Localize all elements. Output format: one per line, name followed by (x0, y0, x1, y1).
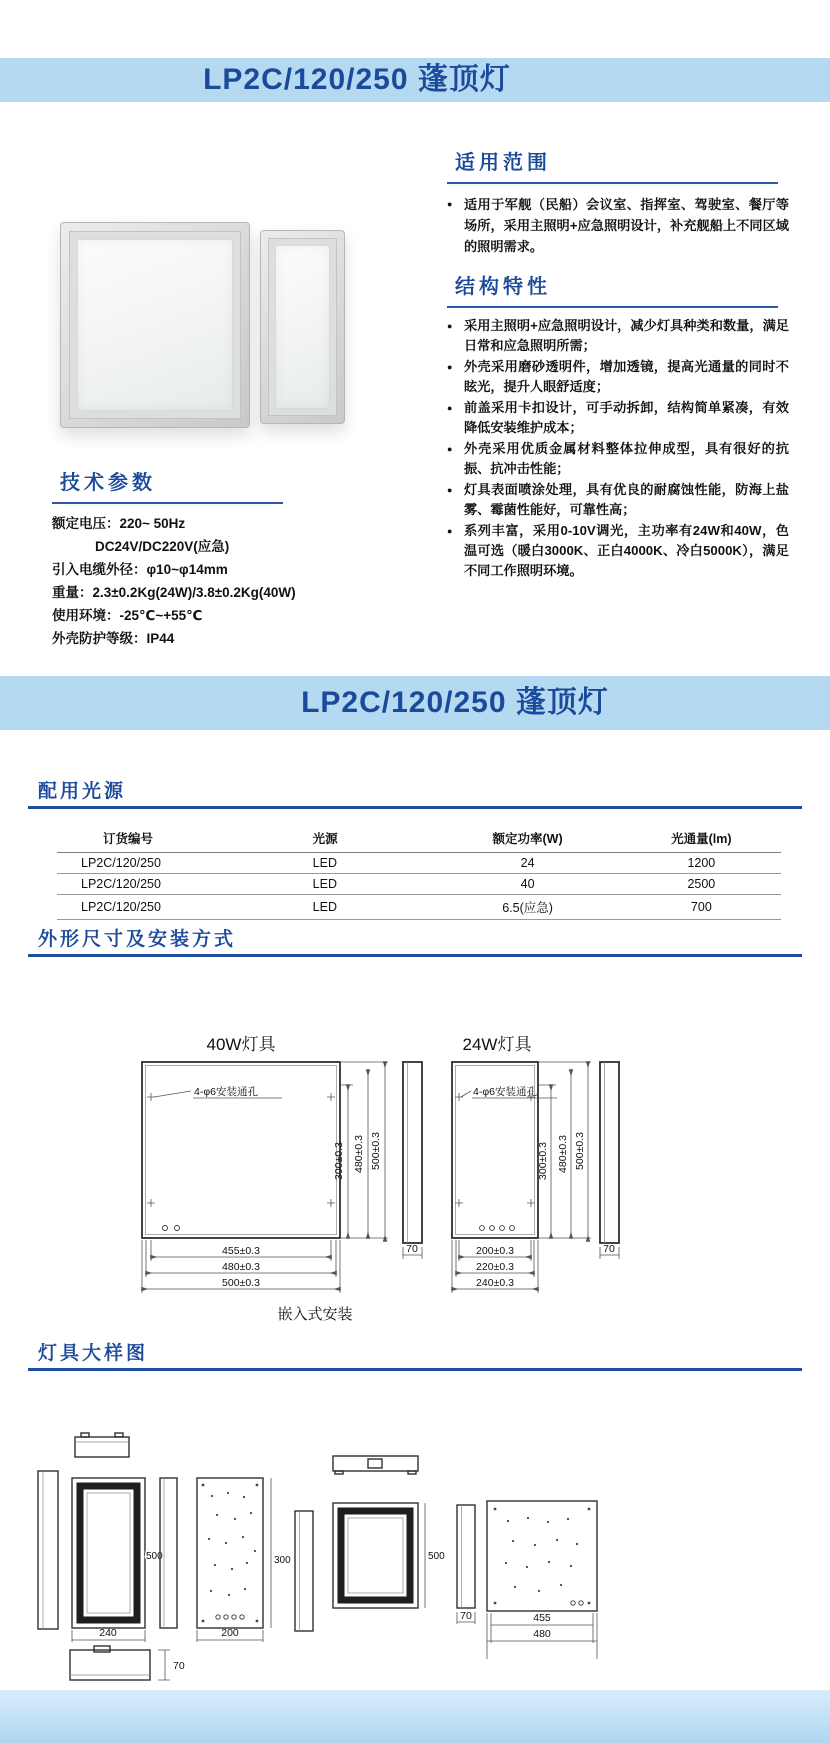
cell-power: 6.5(应急) (433, 895, 621, 920)
dimension-drawing-40w (142, 1035, 422, 1293)
feature-list (447, 316, 789, 582)
feature-item: ● 前盖采用卡扣设计，可手动拆卸，结构简单紧凑，有效降低安装维护成本； (447, 398, 789, 438)
detail-side-view-40w (457, 1505, 475, 1608)
table-header-row (57, 824, 781, 853)
cell-order-code: LP2C/120/250 (57, 895, 289, 920)
table-row (57, 895, 781, 920)
title-band-1 (0, 58, 830, 102)
feature-item: ● 灯具表面喷涂处理，具有优良的耐腐蚀性能，防海上盐雾、霉菌性能好，可靠性高； (447, 480, 789, 520)
footer-band (0, 1690, 830, 1743)
panel-photo-large (60, 222, 250, 428)
dimension-drawings (30, 1025, 790, 1325)
feature-item: ● 采用主照明+应急照明设计，减少灯具种类和数量，满足日常和应急照明所需； (447, 316, 789, 356)
scope-text: ● 适用于军舰（民船）会议室、指挥室、驾驶室、餐厅等场所，采用主照明+应急照明设计，补充舰船上不同区域的照明需求。 (447, 194, 789, 257)
dim-width-500: 500±0.3 (222, 1277, 260, 1289)
col-header-source: 光源 (289, 824, 434, 853)
dim-vertical-480: 480±0.3 (557, 1135, 569, 1173)
dim-width-455: 455 (533, 1612, 551, 1624)
dim-vertical-480: 480±0.3 (353, 1135, 365, 1173)
dim-width-240: 240±0.3 (476, 1277, 514, 1289)
spec-line-weight: 重量：2.3±0.2Kg(24W)/3.8±0.2Kg(40W) (52, 585, 296, 600)
page-title: LP2C/120/250 蓬顶灯 (301, 686, 609, 719)
page-title: LP2C/120/250 蓬顶灯 (203, 63, 511, 96)
dim-depth-24w: 70 (603, 1243, 615, 1255)
hole-callout-24w: 4-φ6安装通孔 (473, 1086, 537, 1098)
section-title-tech-params: 技术参数 (52, 466, 283, 504)
section-title-scope: 适用范围 (447, 146, 778, 184)
section-title-dimensions: 外形尺寸及安装方式 (38, 929, 237, 950)
dim-depth-70: 70 (460, 1610, 472, 1622)
mounting-caption: 嵌入式安装 (277, 1306, 353, 1323)
detail-bottom-view-24w (70, 1646, 150, 1680)
col-header-flux: 光通量(lm) (622, 824, 781, 853)
col-header-power: 额定功率(W) (433, 824, 621, 853)
dim-width-220: 220±0.3 (476, 1261, 514, 1273)
section-title-light-source: 配用光源 (38, 781, 127, 802)
spec-line-environment: 使用环境：-25℃~+55℃ (52, 608, 203, 623)
table-row (57, 874, 781, 895)
cell-source: LED (289, 895, 434, 920)
spec-list (52, 512, 412, 650)
cell-source: LED (289, 874, 434, 895)
dim-width-455: 455±0.3 (222, 1245, 260, 1257)
panel-light-surface (275, 245, 330, 409)
dim-width-240: 240 (99, 1627, 117, 1639)
cell-flux: 2500 (622, 874, 781, 895)
cell-power: 40 (433, 874, 621, 895)
dim-vertical-500: 500±0.3 (574, 1132, 586, 1170)
title-band-2 (0, 676, 830, 730)
panel-photo-small (260, 230, 345, 424)
section-title-structure: 结构特性 (447, 270, 778, 308)
spec-line-ip-rating: 外壳防护等级：IP44 (52, 631, 175, 646)
dim-vertical-300: 300±0.3 (333, 1142, 345, 1180)
feature-item: ● 系列丰富，采用0-10V调光，主功率有24W和40W，色温可选（暖白3000K、正白4000K、冷白5000K），满足不同工作照明环境。 (447, 521, 789, 581)
detail-back-view-40w (487, 1501, 597, 1611)
detail-drawings (25, 1393, 805, 1688)
panel-light-surface (77, 239, 233, 411)
panel-frame (268, 238, 337, 416)
dim-width-200: 200 (221, 1627, 239, 1639)
spec-line-voltage: 额定电压：220~ 50Hz (52, 516, 186, 531)
section-rule (28, 806, 802, 809)
section-rule (28, 1368, 802, 1371)
dim-width-480: 480 (533, 1628, 551, 1640)
dimension-drawing-24w (452, 1035, 619, 1293)
hole-callout-40w: 4-φ6安装通孔 (194, 1086, 258, 1098)
scope-list (447, 194, 789, 258)
cell-flux: 1200 (622, 853, 781, 874)
spec-line-dc: DC24V/DC220V(应急) (95, 539, 230, 554)
dim-depth-40w: 70 (406, 1243, 418, 1255)
drawing-title-40w: 40W灯具 (206, 1035, 276, 1054)
col-header-order-code: 订货编号 (57, 824, 289, 853)
detail-side-view-left (38, 1471, 58, 1629)
dim-width-200: 200±0.3 (476, 1245, 514, 1257)
cell-power: 24 (433, 853, 621, 874)
dim-vertical-300: 300±0.3 (537, 1142, 549, 1180)
detail-top-view-40w (333, 1456, 418, 1474)
cell-source: LED (289, 853, 434, 874)
drawing-title-24w: 24W灯具 (462, 1035, 532, 1054)
dim-height-300: 300 (274, 1555, 291, 1566)
dim-width-480: 480±0.3 (222, 1261, 260, 1273)
panel-frame (69, 231, 241, 419)
detail-front-view-24w (72, 1478, 145, 1628)
dim-vertical-500: 500±0.3 (370, 1132, 382, 1170)
spec-line-cable: 引入电缆外径：φ10~φ14mm (52, 562, 228, 577)
detail-back-view-24w (197, 1478, 263, 1628)
feature-item: ● 外壳采用磨砂透明件，增加透镜，提高光通量的同时不眩光，提升人眼舒适度； (447, 357, 789, 397)
dim-height-500: 500 (146, 1551, 163, 1562)
section-title-detail: 灯具大样图 (38, 1343, 149, 1364)
cell-flux: 700 (622, 895, 781, 920)
cell-order-code: LP2C/120/250 (57, 853, 289, 874)
dim-depth-70b: 70 (173, 1660, 185, 1672)
dim-height-500b: 500 (428, 1551, 445, 1562)
detail-top-view-24w (75, 1433, 129, 1457)
light-source-table (57, 824, 781, 920)
detail-front-view-40w (333, 1503, 418, 1608)
table-row (57, 853, 781, 874)
section-rule (28, 954, 802, 957)
feature-item: ● 外壳采用优质金属材料整体拉伸成型，具有很好的抗振、抗冲击性能； (447, 439, 789, 479)
cell-order-code: LP2C/120/250 (57, 874, 289, 895)
detail-side-strip (295, 1511, 313, 1631)
